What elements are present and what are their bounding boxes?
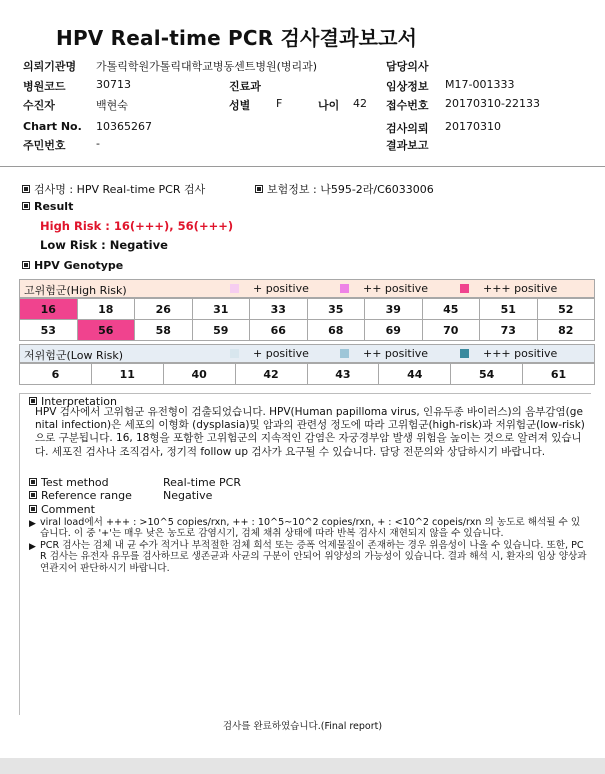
genotype-cell: 6 [20,364,92,385]
code-value: 30713 [96,78,131,91]
legend-high-plusplusplus: +++ positive [460,282,557,295]
legend-swatch [340,349,349,358]
test-name-line [22,181,205,197]
patient-label: 수진자 [23,99,55,112]
genotype-cell: 59 [192,320,250,341]
checkbox-icon [29,478,37,486]
genotype-cell: 54 [451,364,523,385]
genotype-cell: 51 [480,299,538,320]
method-value: Real-time PCR [163,476,241,489]
genotype-cell: 82 [537,320,595,341]
interpretation-text: HPV 검사에서 고위험군 유전형이 검출되었습니다. HPV(Human papilloma virus, 인유두종 바이러스)의 음부감염(genital infection)은 세포의 이형화 (dysplasia)및 암과의 관련성 정도에 따라 고위험군(high-risk)과 저위험군(low-risk)으로 구분됩니다. 16, 18형을 포함한 고위험군의 지속적인 감염은 자궁경부암 발생 위험을 높이는 것으로 알려져 있습니다. 세포진 검사나 조직검사, 정기적 follow up 검사가 요구될 수 있습니다. 담당 전문의와 상담하시기 바랍니다. [35,406,585,458]
request-value: 20170310 [445,120,501,133]
high-risk-result: High Risk : 16(+++), 56(+++) [40,219,234,233]
genotype-cell: 40 [163,364,235,385]
clinical-value: M17-001333 [445,78,515,91]
genotype-cell: 45 [422,299,480,320]
genotype-cell: 66 [250,320,308,341]
bullet-icon: ▶ [29,519,36,529]
low-risk-table [19,363,595,385]
legend-swatch [340,284,349,293]
genotype-cell: 56 [77,320,135,341]
reference-value: Negative [163,489,213,502]
age-label: 나이 [318,99,340,112]
reference-label: Reference range [41,489,132,502]
genotype-cell: 58 [135,320,193,341]
genotype-cell: 70 [422,320,480,341]
sex-label: 성별 [229,99,251,112]
genotype-cell: 39 [365,299,423,320]
receipt-label: 접수번호 [386,99,429,112]
genotype-heading-line [22,259,123,272]
high-risk-table [19,298,595,341]
method-line [29,476,109,489]
doctor-label: 담당의사 [386,60,429,73]
high-risk-header [19,279,595,298]
genotype-cell: 42 [235,364,307,385]
genotype-cell: 31 [192,299,250,320]
dept-label: 진료과 [229,80,261,93]
genotype-cell: 43 [307,364,379,385]
insurance-line [255,181,434,197]
final-report-notice: 검사를 완료하였습니다.(Final report) [222,721,383,732]
genotype-cell: 52 [537,299,595,320]
chart-value: 10365267 [96,120,152,133]
table-row [20,320,595,341]
interpretation-heading: Interpretation [41,395,117,408]
genotype-cell: 35 [307,299,365,320]
result-heading-line [22,200,73,213]
genotype-cell: 68 [307,320,365,341]
genotype-cell: 73 [480,320,538,341]
genotype-cell: 69 [365,320,423,341]
legend-low-plusplusplus: +++ positive [460,347,557,360]
legend-low-plus: + positive [230,347,309,360]
clinical-label: 임상정보 [386,80,429,93]
low-risk-title: 저위험군(Low Risk) [24,349,124,362]
chart-label: Chart No. [23,120,82,133]
checkbox-icon [29,397,37,405]
legend-swatch [460,284,469,293]
patient-value: 백현숙 [96,99,128,112]
header-divider [0,166,605,167]
legend-swatch [230,349,239,358]
hospital-label: 의뢰기관명 [23,60,77,73]
sex-value: F [276,97,283,110]
low-risk-header [19,344,595,363]
report-label: 결과보고 [386,139,429,152]
code-label: 병원코드 [23,80,66,93]
comment-heading-line [29,503,95,516]
comment-heading: Comment [41,503,95,516]
legend-swatch [230,284,239,293]
genotype-cell: 26 [135,299,193,320]
genotype-cell: 11 [91,364,163,385]
checkbox-icon [22,185,30,193]
legend-low-plusplus: ++ positive [340,347,428,360]
high-risk-title: 고위험군(High Risk) [24,284,127,297]
table-row [20,299,595,320]
genotype-cell: 44 [379,364,451,385]
legend-high-plus: + positive [230,282,309,295]
legend-high-plusplus: ++ positive [340,282,428,295]
test-name: 검사명 : HPV Real-time PCR 검사 [34,183,206,196]
reference-line [29,489,132,502]
insurance-info: 보험정보 : 나595-2라/C6033006 [267,183,434,196]
receipt-value: 20170310-22133 [445,97,540,110]
report-title: HPV Real-time PCR 검사결과보고서 [56,26,418,50]
hospital-value: 가톨릭학원가톨릭대학교병동센트병원(병리과) [96,60,318,73]
genotype-cell: 33 [250,299,308,320]
genotype-heading: HPV Genotype [34,259,124,272]
table-row [20,364,595,385]
comment-bullet-2: PCR 검사는 검체 내 균 수가 적거나 부적절한 검체 희석 또는 증폭 억제물질이 존재하는 경우 위음성이 나올 수 있습니다. 또한, PCR 검사는 유전자 유무를 검사하므로 생존균과 사균의 구분이 안되어 위양성의 가능성이 있습니다. 결과 해석 시, 환자의 임상 양상과 연관지어 판단하시기 바랍니다. [40,540,587,574]
legend-swatch [460,349,469,358]
low-risk-result: Low Risk : Negative [40,238,168,252]
genotype-cell: 61 [523,364,595,385]
id-value: - [96,137,100,150]
method-label: Test method [41,476,109,489]
id-label: 주민번호 [23,139,66,152]
result-heading: Result [34,200,74,213]
checkbox-icon [22,261,30,269]
genotype-cell: 16 [20,299,78,320]
age-value: 42 [353,97,367,110]
comment-bullet-1: viral load에서 +++ : >10^5 copies/rxn, ++ : 10^5~10^2 copies/rxn, + : <10^2 copeis/rxn 의 농도로 해석될 수 있습니다. 이 중 '+'는 매우 낮은 농도로 감염시기, 검체 채취 상태에 따라 반복 검사시 재현되지 않을 수 있습니다. [40,517,581,540]
bottom-strip [0,758,605,774]
checkbox-icon [29,505,37,513]
genotype-cell: 53 [20,320,78,341]
genotype-cell: 18 [77,299,135,320]
checkbox-icon [22,202,30,210]
bullet-icon: ▶ [29,542,36,552]
checkbox-icon [255,185,263,193]
request-label: 검사의뢰 [386,122,429,135]
checkbox-icon [29,491,37,499]
